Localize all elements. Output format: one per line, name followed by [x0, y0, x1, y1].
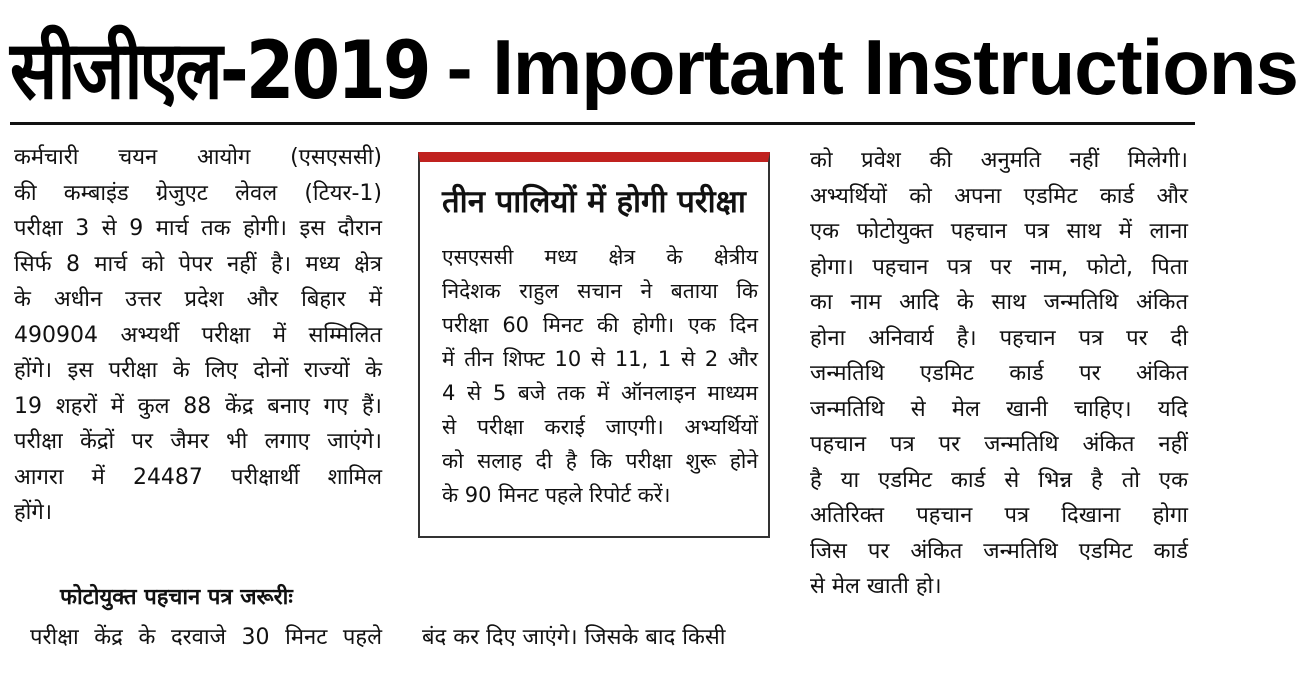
left-bottom-text [30, 620, 382, 656]
box-body [442, 240, 758, 512]
highlight-box [418, 152, 770, 538]
right-line: पहचान पत्र पर जन्मतिथि अंकित नहीं [810, 432, 1188, 457]
box-line: निदेशक राहुल सचान ने बताया कि [442, 279, 758, 303]
left-line: परीक्षा केंद्रों पर जैमर भी लगाए जाएंगे। [14, 429, 382, 454]
box-line: एसएससी मध्य क्षेत्र के क्षेत्रीय [442, 245, 758, 269]
right-line: जिस पर अंकित जन्मतिथि एडमिट कार्ड [810, 538, 1188, 564]
headline-hindi: सीजीएल-2019 [10, 23, 429, 118]
right-line: होना अनिवार्य है। पहचान पत्र पर दी [810, 325, 1188, 351]
right-line: को प्रवेश की अनुमति नहीं मिलेगी। [810, 148, 1188, 173]
right-line: का नाम आदि के साथ जन्मतिथि अंकित [810, 290, 1188, 315]
left-line: कर्मचारी चयन आयोग (एसएससी) [14, 145, 382, 170]
left-line: होंगे। [14, 500, 53, 525]
box-line: से परीक्षा कराई जाएगी। अभ्यर्थियों [442, 415, 758, 439]
box-line: 4 से 5 बजे तक में ऑनलाइन माध्यम [442, 381, 758, 405]
box-line: के 90 मिनट पहले रिपोर्ट करें। [442, 483, 671, 507]
mid-bottom-line: बंद कर दिए जाएंगे। जिसके बाद किसी [422, 625, 726, 650]
right-column [810, 143, 1188, 605]
left-line: की कम्बाइंड ग्रेजुएट लेवल (टियर-1) [14, 180, 382, 206]
left-column [14, 140, 382, 531]
mid-bottom-text [422, 620, 774, 656]
right-line: एक फोटोयुक्त पहचान पत्र साथ में लाना [810, 219, 1188, 244]
left-line: 19 शहरों में कुल 88 केंद्र बनाए गए हैं। [14, 393, 382, 419]
subheading-photo-id: फोटोयुक्त पहचान पत्र जरूरीः [60, 585, 293, 610]
headline [10, 12, 1298, 125]
right-line: जन्मतिथि एडमिट कार्ड पर अंकित [810, 361, 1188, 386]
left-line: आगरा में 24487 परीक्षार्थी शामिल [14, 464, 382, 490]
left-line: होंगे। इस परीक्षा के लिए दोनों राज्यों के [14, 358, 382, 383]
box-line: को सलाह दी है कि परीक्षा शुरू होने [442, 449, 758, 473]
box-line: परीक्षा 60 मिनट की होगी। एक दिन [442, 313, 758, 337]
right-line: अभ्यर्थियों को अपना एडमिट कार्ड और [810, 183, 1188, 209]
right-line: होगा। पहचान पत्र पर नाम, फोटो, पिता [810, 254, 1188, 280]
left-bottom-line: परीक्षा केंद्र के दरवाजे 30 मिनट पहले [30, 625, 382, 650]
left-line: सिर्फ 8 मार्च को पेपर नहीं है। मध्य क्षेत्र [14, 251, 382, 277]
left-line: 490904 अभ्यर्थी परीक्षा में सम्मिलित [14, 322, 382, 348]
box-title: तीन पालियों में होगी परीक्षा [442, 184, 746, 220]
right-line: अतिरिक्त पहचान पत्र दिखाना होगा [810, 503, 1188, 528]
headline-english: - Important Instructions [446, 22, 1298, 111]
right-line: जन्मतिथि से मेल खानी चाहिए। यदि [810, 396, 1188, 422]
left-line: परीक्षा 3 से 9 मार्च तक होगी। इस दौरान [14, 216, 382, 241]
left-line: के अधीन उत्तर प्रदेश और बिहार में [14, 287, 382, 312]
box-line: में तीन शिफ्ट 10 से 11, 1 से 2 और [442, 347, 758, 371]
right-line: से मेल खाती हो। [810, 574, 942, 599]
right-line: है या एडमिट कार्ड से भिन्न है तो एक [810, 467, 1188, 493]
